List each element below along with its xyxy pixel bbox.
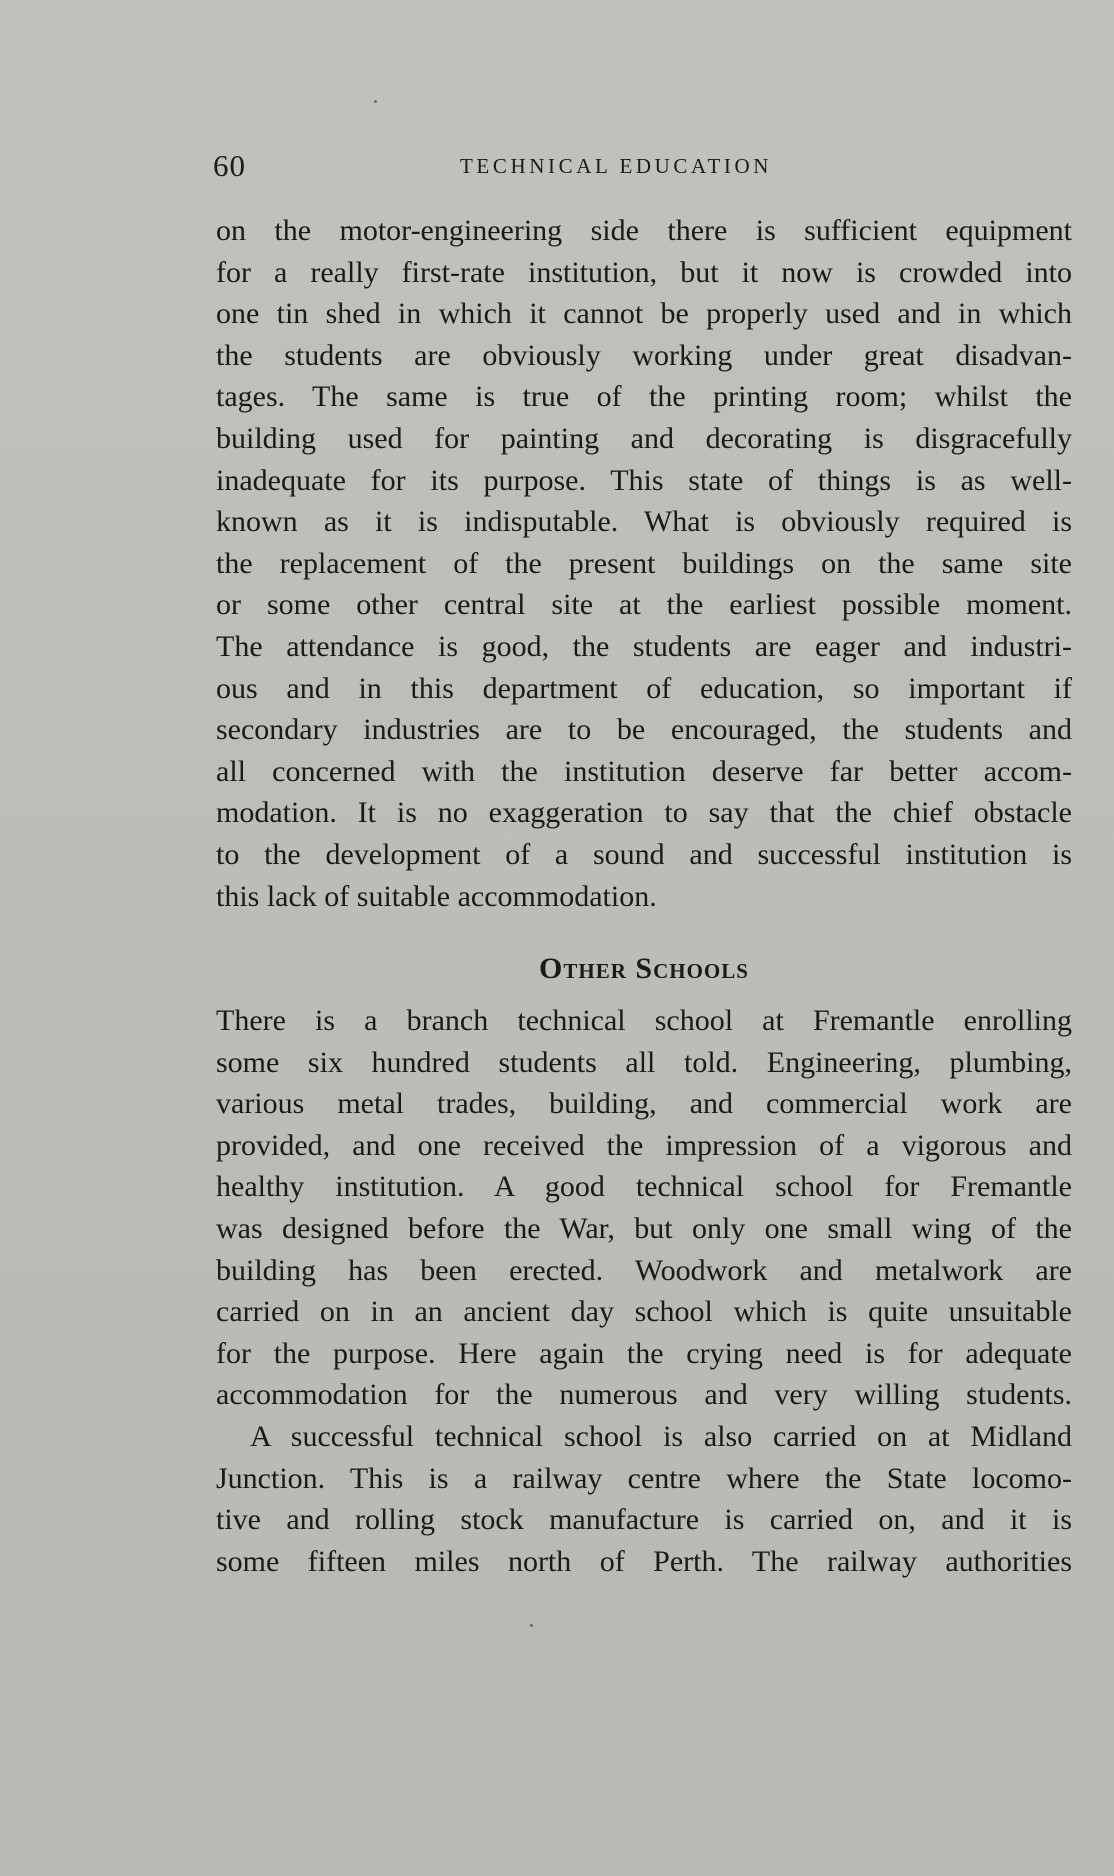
text-line: or some other central site at the earliest possible moment.	[216, 588, 1072, 622]
text-line: some six hundred students all told. Engineering, plumbing,	[216, 1045, 1072, 1079]
running-head	[213, 148, 1073, 188]
text-line: secondary industries are to be encouraged, the students and	[216, 713, 1072, 747]
text-line: provided, and one received the impression of a vigorous and	[216, 1128, 1072, 1162]
page-number: 60	[213, 148, 246, 183]
text-line: tive and rolling stock manufacture is carried on, and it is	[216, 1503, 1072, 1537]
text-line: tages. The same is true of the printing room; whilst the	[216, 380, 1072, 414]
text-line: to the development of a sound and successful institution is	[216, 837, 1072, 871]
text-line: Junction. This is a railway centre where the State locomo-	[216, 1461, 1072, 1495]
text-line: The attendance is good, the students are eager and industri-	[216, 629, 1072, 663]
text-line: on the motor-engineering side there is sufficient equipment	[216, 214, 1072, 247]
section-heading: Other Schools	[539, 952, 749, 985]
text-line: modation. It is no exaggeration to say that the chief obstacle	[216, 796, 1072, 830]
text-line: There is a branch technical school at Fremantle enrolling	[216, 1004, 1072, 1037]
text-line: various metal trades, building, and commercial work are	[216, 1087, 1072, 1121]
text-line: the replacement of the present buildings on the same site	[216, 546, 1072, 580]
text-line: the students are obviously working under great disadvan-	[216, 338, 1072, 372]
paper-speck	[374, 100, 377, 103]
text-line: this lack of suitable accommodation.	[216, 879, 657, 913]
text-line: A successful technical school is also carried on at Midland	[250, 1419, 1072, 1453]
text-line: healthy institution. A good technical school for Fremantle	[216, 1170, 1072, 1204]
text-line: was designed before the War, but only one small wing of the	[216, 1211, 1072, 1245]
text-line: inadequate for its purpose. This state of things is as well-	[216, 463, 1072, 497]
text-line: some fifteen miles north of Perth. The railway authorities	[216, 1544, 1072, 1578]
running-title: TECHNICAL EDUCATION	[460, 154, 773, 178]
text-line: accommodation for the numerous and very willing students.	[216, 1378, 1072, 1412]
text-line: for a really first-rate institution, but it now is crowded into	[216, 255, 1072, 289]
paragraph-fremantle	[216, 1000, 1072, 1582]
text-line: building used for painting and decorating is disgracefully	[216, 421, 1072, 455]
text-line: carried on in an ancient day school which is quite unsuitable	[216, 1295, 1072, 1329]
paragraph-motor-engineering	[216, 210, 1072, 917]
text-line: for the purpose. Here again the crying need is for adequate	[216, 1336, 1072, 1370]
paper-speck	[530, 1624, 533, 1627]
text-line: known as it is indisputable. What is obviously required is	[216, 505, 1072, 539]
text-line: one tin shed in which it cannot be properly used and in which	[216, 297, 1072, 331]
text-line: ous and in this department of education, so important if	[216, 671, 1072, 705]
text-line: all concerned with the institution deserve far better accom-	[216, 754, 1072, 788]
text-line: building has been erected. Woodwork and metalwork are	[216, 1253, 1072, 1287]
